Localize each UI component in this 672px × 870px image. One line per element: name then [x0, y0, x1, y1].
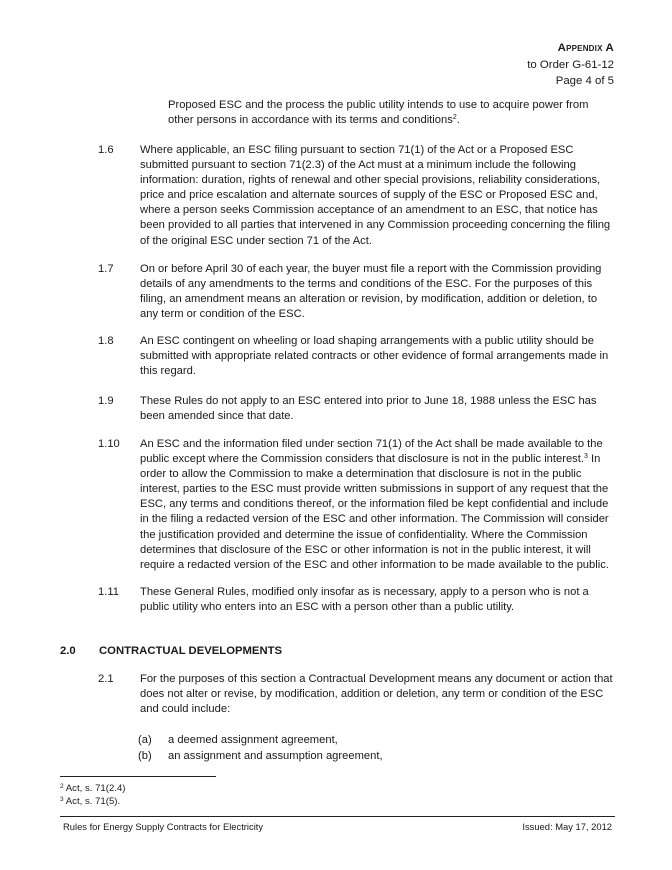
continuation-text: Proposed ESC and the process the public utility intends to use to acquire power from other persons in accordance with its terms and conditions — [168, 99, 589, 127]
footnote-ref-3[interactable]: 3 — [584, 453, 588, 461]
rule-text: On or before April 30 of each year, the buyer must file a report with the Commission providing details of any amendments to the terms and conditions of the ESC. For the purposes of this filing, an amendment means an alteration or revision, by modification, addition or deletion, to any term or condition of the ESC. — [140, 263, 602, 321]
list-label: (a) — [138, 734, 152, 746]
rule-text: Where applicable, an ESC filing pursuant to section 71(1) of the Act or a Proposed ESC submitted pursuant to section 71(2.3) of the Act must at a minimum include the following information: duration, rights of renewal and other special provisions, reliability considerations, price and price escalation and alternate sources of supply of the ESC or Proposed ESC and, where a person seeks Commission acceptance of an amendment to an ESC, that notice has been provided to all parties that intervened in any Commission proceeding concerning the filing of the original ESC under section 71 of the Act. — [140, 144, 611, 247]
rule-text: These General Rules, modified only insofar as is necessary, apply to a person who is not a public utility who enters into an ESC with a person other than a public utility. — [140, 586, 589, 614]
rule-2-1 — [98, 672, 618, 717]
list-text: a deemed assignment agreement, — [168, 734, 338, 746]
rule-1-10 — [98, 437, 618, 573]
section-title: CONTRACTUAL DEVELOPMENTS — [99, 645, 283, 657]
page-header — [527, 40, 614, 90]
footer-issued-date: Issued: May 17, 2012 — [522, 821, 612, 832]
rule-text: These Rules do not apply to an ESC entered into prior to June 18, 1988 unless the ESC has been amended since that date. — [140, 395, 597, 423]
rule-number: 1.6 — [98, 144, 114, 156]
rule-number: 1.11 — [98, 586, 119, 598]
footer-title: Rules for Energy Supply Contracts for Electricity — [63, 821, 264, 832]
order-reference: to Order G-61-12 — [527, 58, 614, 71]
footnote-ref-2[interactable]: 2 — [452, 114, 457, 122]
appendix-label: Appendix A — [557, 42, 614, 54]
rule-1-7 — [98, 262, 618, 322]
rule-number: 1.7 — [98, 263, 114, 275]
rule-1-8 — [98, 334, 618, 379]
rule-number: 1.10 — [98, 438, 120, 450]
footnote-2: $^2$ Act, s. 71(2.4) — [60, 783, 126, 794]
footnote-3: $^3$ Act, s. 71(5). — [60, 796, 121, 807]
rule-text: For the purposes of this section a Contractual Development means any document or action that does not alter or revise, by modification, addition or deletion, any term or condition of the ESC and could include: — [140, 673, 613, 716]
section-number: 2.0 — [60, 645, 76, 657]
rule-number: 1.9 — [98, 395, 114, 407]
footnote-separator — [60, 776, 216, 777]
rule-text: An ESC and the information filed under section 71(1) of the Act shall be made available to the public except where the Commission considers that disclosure is not in the public interest.$^3$ In order to allow the Commission to make a determination that disclosure is not in the public interest, parties to the ESC must provide written submissions in support of any request that the ESC, any terms and conditions thereof, or the information filed be kept confidential and include in the filing a redacted version of the ESC and other information. The Commission will consider the justification provided and determine the issue of confidentiality. Where the Commission determines that disclosure of the ESC or other information is not in the public interest, it will require a redacted version of the ESC and other information to be made available to the public. — [140, 438, 609, 571]
footnotes — [60, 782, 125, 808]
rule-1-6 — [98, 143, 618, 249]
rule-number: 2.1 — [98, 673, 114, 685]
rule-1-11 — [98, 585, 618, 615]
rule-number: 1.8 — [98, 335, 114, 347]
footer-separator — [60, 816, 615, 817]
list-text: an assignment and assumption agreement, — [168, 749, 383, 762]
rule-1-9 — [98, 394, 618, 424]
continuation-paragraph: Proposed ESC and the process the public utility intends to use to acquire power from other persons in accordance with its terms and conditions$^2$. — [168, 99, 589, 127]
rule-text: An ESC contingent on wheeling or load shaping arrangements with a public utility should be submitted with appropriate related contracts or other evidence of formal arrangements made in this regard. — [140, 335, 609, 378]
list-label: (b) — [138, 749, 152, 762]
page-number: Page 4 of 5 — [555, 75, 614, 87]
